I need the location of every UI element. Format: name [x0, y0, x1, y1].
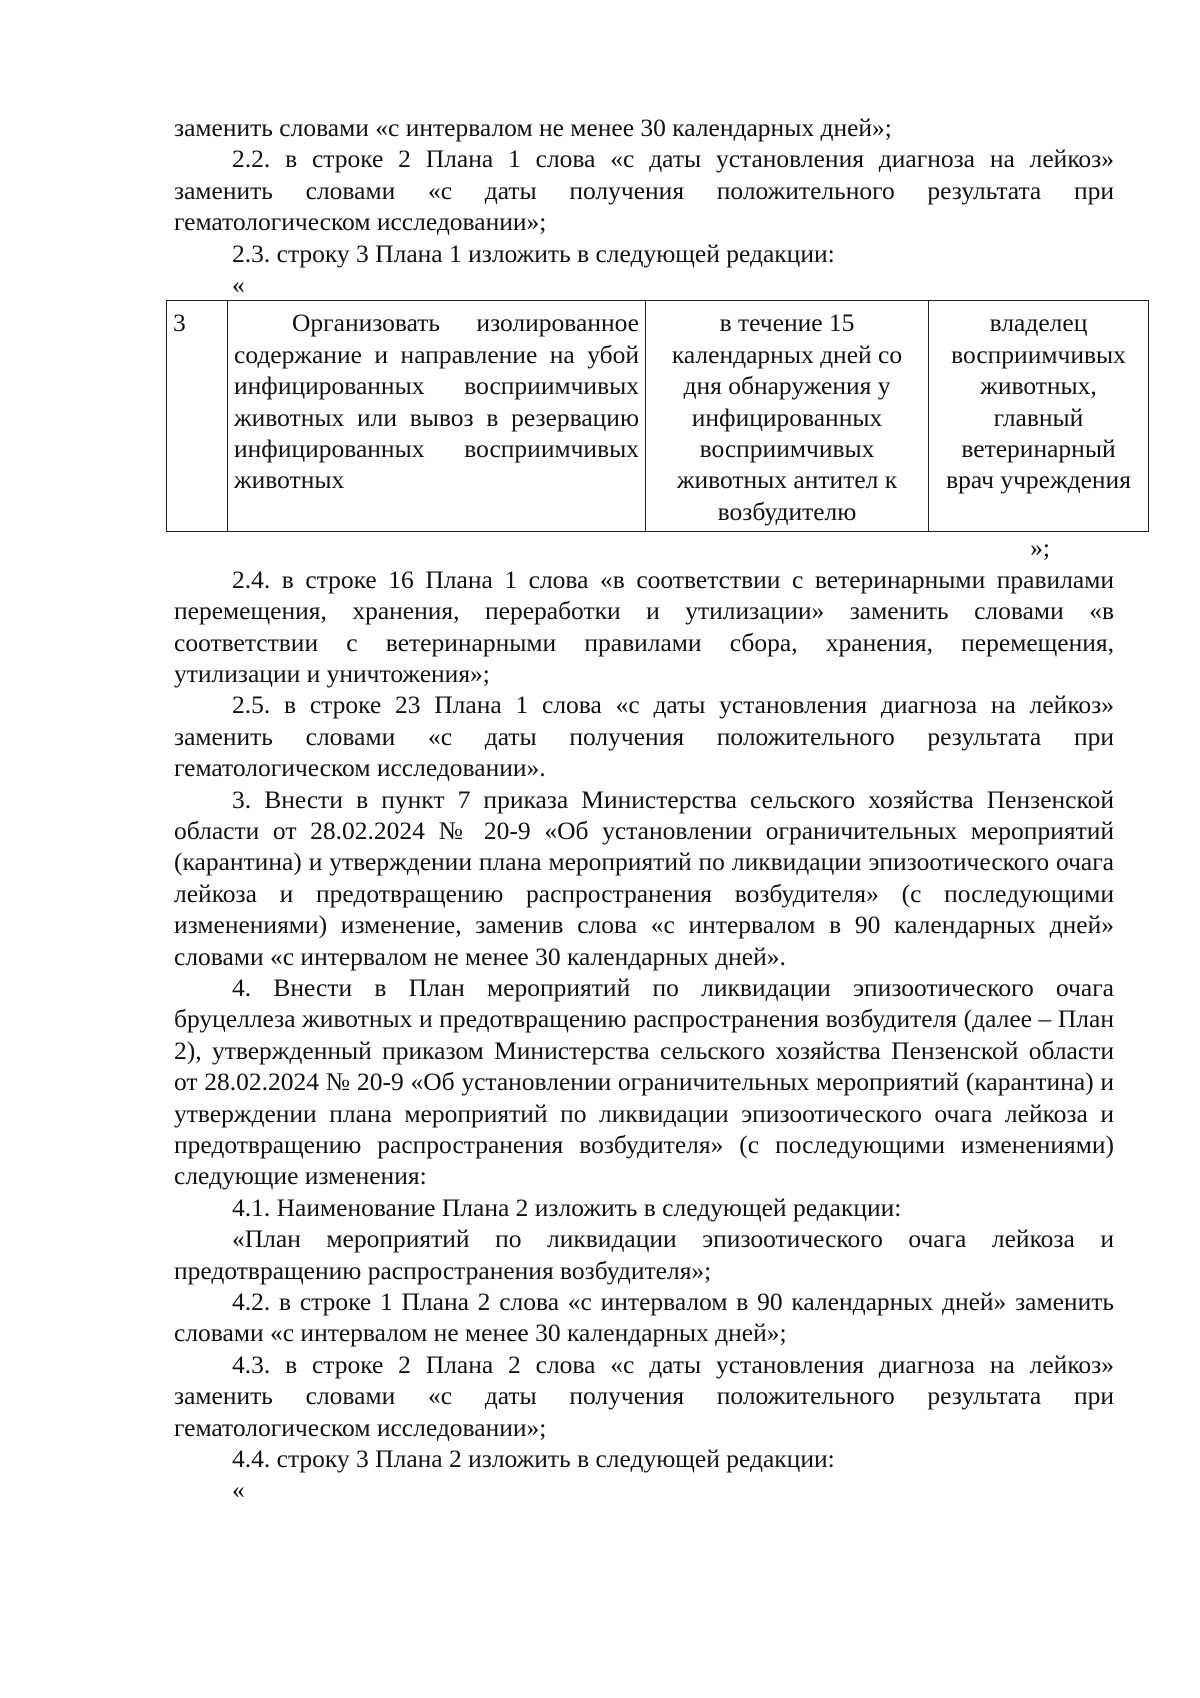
paragraph-3: 3. Внести в пункт 7 приказа Министерства сельского хозяйства Пензенской области от 28.02.2024 № 20-9 «Об установлении ограничительных мероприятий (карантина) и утверждении плана мероприятий по ликвидации эпизоотического очага лейкоза и предотвращению распространения возбудителя» (с последующими изменениями) изменение, заменив слова «с интервалом в 90 календарных дней» словами «с интервалом не менее 30 календарных дней». [174, 784, 1114, 971]
table-row [167, 301, 1149, 532]
action-cell: Организовать изолированное содержание и направление на убой инфицированных восприимчивых животных или вывоз в резервацию инфицированных восприимчивых животных [228, 301, 646, 532]
term-cell: в течение 15 календарных дней со дня обнаружения у инфицированных восприимчивых животных антител к возбудителю [646, 301, 929, 532]
paragraph-4-4: 4.4. строку 3 Плана 2 изложить в следующей редакции: [232, 1444, 835, 1474]
row-number-cell: 3 [167, 301, 228, 532]
paragraph-2-2: 2.2. в строке 2 Плана 1 слова «с даты установления диагноза на лейкоз» заменить словами «с даты получения положительного результата при гематологическом исследовании»; [174, 144, 1114, 237]
paragraph-2-5: 2.5. в строке 23 Плана 1 слова «с даты установления диагноза на лейкоз» заменить словами «с даты получения положительного результата при гематологическом исследовании». [174, 690, 1114, 783]
paragraph-2-4: 2.4. в строке 16 Плана 1 слова «в соответствии с ветеринарными правилами перемещения, хранения, переработки и утилизации» заменить словами «в соответствии с ветеринарными правилами сбора, хранения, перемещения, утилизации и уничтожения»; [174, 564, 1114, 688]
document-page [173, 112, 1131, 1506]
paragraph-2-3: 2.3. строку 3 Плана 1 изложить в следующей редакции: [232, 238, 835, 268]
quote-open-mark-2: « [232, 1475, 245, 1505]
paragraph-plan-title: «План мероприятий по ликвидации эпизоотического очага лейкоза и предотвращению распространения возбудителя»; [174, 1224, 1114, 1285]
paragraph-4-2: 4.2. в строке 1 Плана 2 слова «с интервалом в 90 календарных дней» заменить словами «с интервалом не менее 30 календарных дней»; [174, 1287, 1114, 1348]
quote-close-mark: »; [1030, 533, 1050, 563]
quote-open-mark: « [232, 270, 245, 300]
paragraph-continuation: заменить словами «с интервалом не менее 30 календарных дней»; [174, 113, 892, 142]
responsible-cell: владелец восприимчивых животных, главный ветеринарный врач учреждения [929, 301, 1149, 532]
paragraph-4: 4. Внести в План мероприятий по ликвидации эпизоотического очага бруцеллеза животных и предотвращению распространения возбудителя (далее – План 2), утвержденный приказом Министерства сельского хозяйства Пензенской области от 28.02.2024 № 20-9 «Об установлении ограничительных мероприятий (карантина) и утверждении плана мероприятий по ликвидации эпизоотического очага лейкоза и предотвращению распространения возбудителя» (с последующими изменениями) следующие изменения: [174, 972, 1114, 1191]
amendment-table [166, 300, 1149, 532]
paragraph-4-1: 4.1. Наименование Плана 2 изложить в следующей редакции: [232, 1192, 902, 1222]
paragraph-4-3: 4.3. в строке 2 Плана 2 слова «с даты установления диагноза на лейкоз» заменить словами «с даты получения положительного результата при гематологическом исследовании»; [174, 1349, 1114, 1442]
